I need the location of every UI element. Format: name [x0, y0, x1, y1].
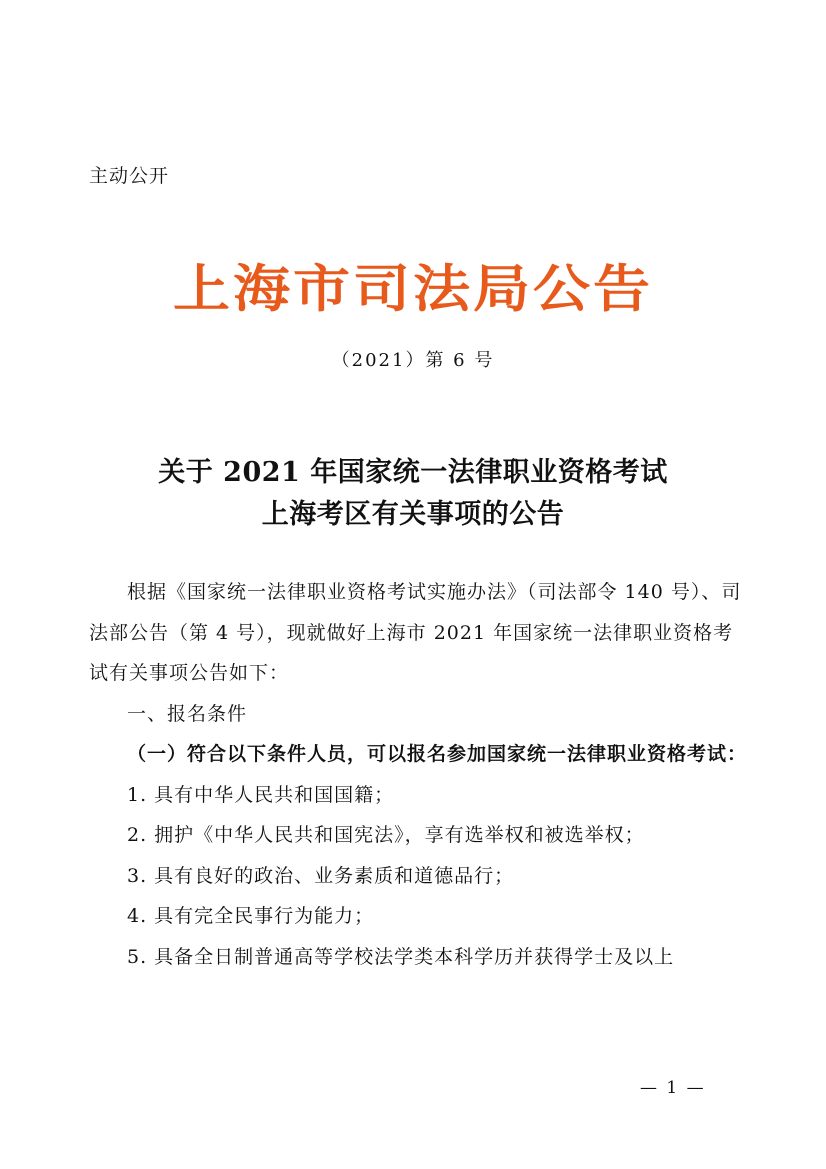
disclosure-label: 主动公开: [89, 165, 170, 187]
title-line-2: 上海考区有关事项的公告: [261, 499, 565, 530]
page-number: — 1 —: [640, 1078, 706, 1098]
announcement-title: [0, 452, 826, 536]
intro-paragraph: 根据《国家统一法律职业资格考试实施办法》（司法部令 140 号）、司法部公告（第 4 号），现就做好上海市 2021 年国家统一法律职业资格考试有关事项公告如下：: [89, 581, 742, 684]
list-item: 3. 具有良好的政治、业务素质和道德品行；: [127, 864, 515, 887]
title-line-1: 关于 2021 年国家统一法律职业资格考试: [158, 457, 668, 488]
list-item: 1. 具有中华人民共和国国籍；: [127, 783, 395, 806]
list-item: 5. 具备全日制普通高等学校法学类本科学历并获得学士及以上: [127, 945, 675, 968]
subsection-heading: （一）符合以下条件人员，可以报名参加国家统一法律职业资格考试：: [127, 743, 748, 765]
section-heading: 一、报名条件: [127, 702, 248, 725]
announcement-body: [89, 572, 749, 977]
list-item: 4. 具有完全民事行为能力；: [127, 905, 375, 927]
document-number: （2021）第 6 号: [331, 350, 495, 371]
list-item: 2. 拥护《中华人民共和国宪法》，享有选举权和被选举权；: [127, 824, 645, 846]
agency-title: 上海市司法局公告: [173, 258, 653, 320]
